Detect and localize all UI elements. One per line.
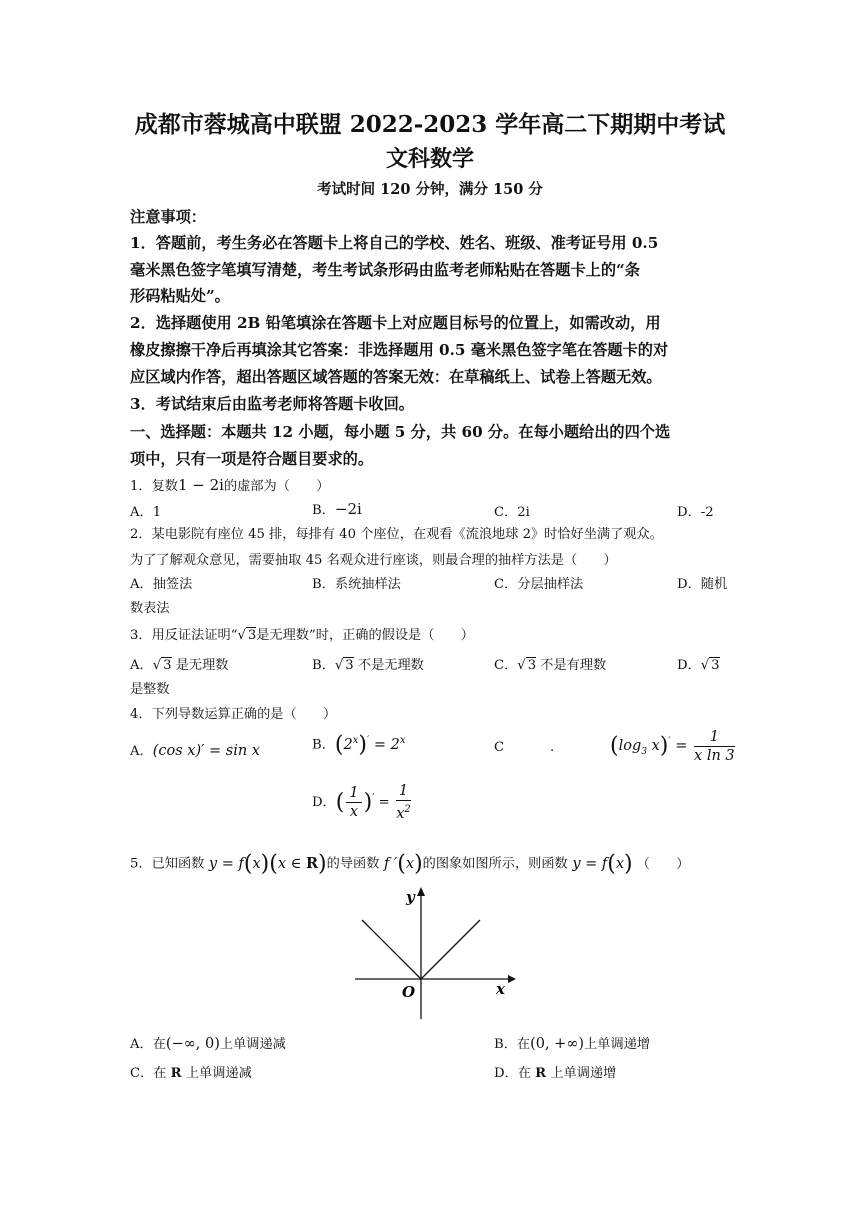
notice-item2-line2: 橡皮擦擦干净后再填涂其它答案：非选择题用 0.5 毫米黑色签字笔在答题卡的对 [130,341,669,359]
notice-item3: 3．考试结束后由监考老师将答题卡收回。 [130,395,414,413]
q5-stem: 5．已知函数 y = f(x)(x ∈ R)的导函数 f ′(x)的图象如图所示，则函数 y = f(x) （ ） [130,851,690,876]
y-axis-arrow [417,887,425,896]
q2-option-d-cont: 数表法 [130,601,170,616]
section1-line2: 项中，只有一项是符合题目要求的。 [130,450,373,468]
q5-option-b: B．在(0, +∞)上单调递增 [494,1036,651,1052]
q1-expr: 1 − 2i [177,476,224,494]
notice-item2-line3: 应区域内作答，超出答题区域答题的答案无效：在草稿纸上、试卷上答题无效。 [130,368,662,386]
graph-right-branch [421,920,480,979]
q5-option-a: A．在(−∞, 0)上单调递减 [130,1036,286,1052]
q2-option-a: A．抽签法 [130,577,193,592]
notice-item1-line3: 形码粘贴处”。 [130,287,230,305]
exam-title: 成都市蓉城高中联盟 2022-2023 学年高二下期期中考试 [134,111,726,138]
notice-item1-line1: 1．答题前，考生务必在答题卡上将自己的学校、姓名、班级、准考证号用 0.5 [130,234,659,252]
q4-option-c-label: C [494,740,505,755]
y-axis-label: y [406,888,415,906]
q5-option-d: D．在 R 上单调递增 [494,1066,617,1081]
q4-option-c-dot: . [550,740,555,755]
q1-option-b: B．−2i [312,500,362,518]
q2-option-c: C．分层抽样法 [494,577,584,592]
q4-option-d: D．( $\frac{1}{x}$ )′ = $\frac{1}{x^2}$ [312,783,411,822]
q3-option-d-cont: 是整数 [130,682,170,697]
origin-label: O [402,983,416,1001]
exam-info: 考试时间 120 分钟，满分 150 分 [317,181,543,198]
q1-option-d: D．-2 [677,505,714,520]
q2-line2: 为了了解观众意见，需要抽取 45 名观众进行座谈，则最合理的抽样方法是（ ） [130,553,617,568]
q1-option-c: C．2i [494,505,530,520]
x-axis-arrow [508,975,516,983]
q3-option-c: C．√ 3 不是有理数 [494,658,607,673]
q1-stem: 1．复数1 − 2i的虚部为（ ） [130,476,330,494]
q4-stem: 4．下列导数运算正确的是（ ） [130,707,337,722]
notice-item2-line1: 2．选择题使用 2B 铅笔填涂在答题卡上对应题目标号的位置上，如需改动，用 [130,314,661,332]
x-axis-label: x [496,980,505,998]
exam-subject: 文科数学 [385,146,474,172]
q3-option-d: D．√ 3 [677,658,720,673]
q4-option-a: A．(cos x)′ = sin x [130,743,260,759]
derivative-graph [350,884,520,1024]
sqrt-3: √ 3 [237,628,257,643]
q1-option-a: A．1 [130,505,162,520]
q4-option-c-expr: ($\log_3$ x)′ = $\frac{1}{\text{x ln 3}}$ [610,729,735,764]
q2-option-d: D．随机 [677,577,728,592]
graph-left-branch [362,920,421,979]
q2-line1: 2．某电影院有座位 45 排，每排有 40 个座位，在观看《流浪地球 2》时恰好坐满了观众。 [130,527,663,542]
q5-option-c: C．在 R 上单调递减 [130,1066,252,1081]
q3-option-a: A．√ 3 是无理数 [130,658,229,673]
notice-item1-line2: 毫米黑色签字笔填写清楚，考生考试条形码由监考老师粘贴在答题卡上的“条 [130,261,640,279]
q2-option-b: B．系统抽样法 [312,577,401,592]
q3-option-b: B．√ 3 不是无理数 [312,658,424,673]
notice-heading: 注意事项： [130,208,206,226]
q3-stem: 3．用反证法证明“√ 3是无理数”时，正确的假设是（ ） [130,628,474,643]
q4-option-b: B．$(2^x)' = 2^x$ [312,732,406,757]
section1-line1: 一、选择题：本题共 12 小题，每小题 5 分，共 60 分。在每小题给出的四个选 [130,423,671,441]
